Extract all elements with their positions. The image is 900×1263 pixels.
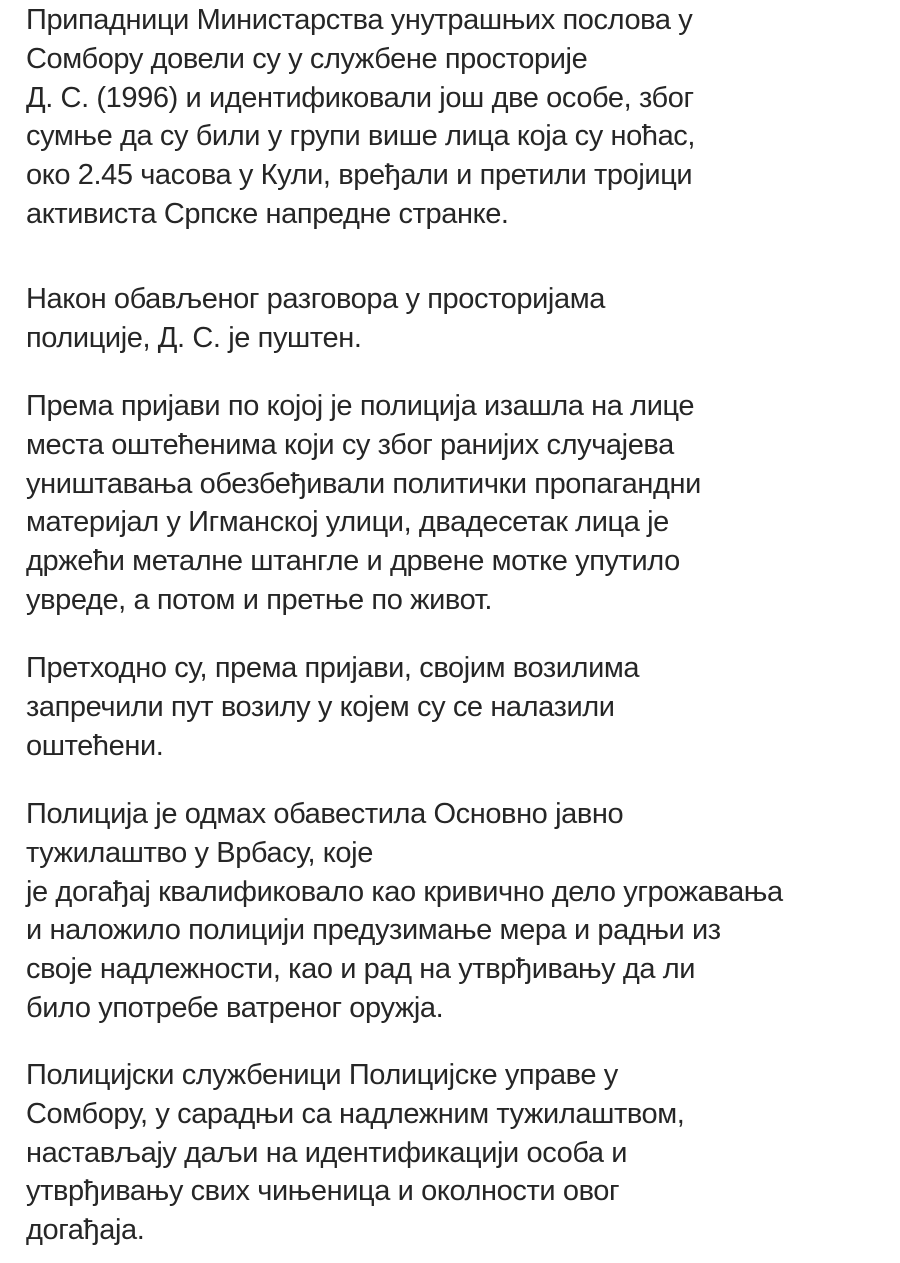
paragraph (26, 795, 900, 1028)
text-line: настављају даљи на идентификацији особа и (26, 1136, 628, 1169)
text-line: било употребе ватреног оружја. (26, 991, 444, 1024)
text-line: Полицијски службеници Полицијске управе у (26, 1059, 618, 1091)
text-line: Према пријави по којој је полиција изашла на лице (26, 390, 695, 422)
text-line: Након обављеног разговора у просторијама (26, 283, 605, 315)
paragraph (26, 1056, 900, 1250)
text-line: Д. С. (1996) и идентификовали још две особе, због (26, 81, 694, 114)
text-line: и наложило полицији предузимање мера и радњи из (26, 914, 721, 947)
text-line: запречили пут возилу у којем су се налазили (26, 690, 615, 723)
text-line: активиста Српске напредне странке. (26, 197, 509, 230)
text-line: догађаја. (26, 1214, 145, 1247)
paragraph (26, 649, 900, 765)
text-line: места оштећенима који су због ранијих случајева (26, 428, 674, 461)
paragraph (26, 387, 900, 620)
text-line: око 2.45 часова у Кули, вређали и претили тројици (26, 159, 693, 192)
text-line: Полиција је одмах обавестила Основно јавно (26, 798, 624, 830)
text-line: држећи металне штангле и дрвене мотке упутило (26, 545, 680, 578)
text-line: Сомбору, у сарадњи са надлежним тужилаштвом, (26, 1097, 685, 1130)
text-line: полиције, Д. С. је пуштен. (26, 321, 362, 354)
text-line: је догађај квалификовало као кривично дело угрожавања (26, 875, 783, 908)
text-line: тужилаштво у Врбасу, које (26, 836, 373, 869)
text-line: Сомбору довели су у службене просторије (26, 42, 588, 75)
text-line: Претходно су, према пријави, својим возилима (26, 652, 640, 684)
text-line: утврђивању свих чињеница и околности овог (26, 1175, 620, 1208)
text-line: сумње да су били у групи више лица која су ноћас, (26, 120, 696, 153)
text-line: оштећени. (26, 729, 164, 762)
text-line: уништавања обезбеђивали политички пропагандни (26, 467, 701, 500)
paragraph (26, 280, 900, 358)
text-line: материјал у Игманској улици, двадесетак лица је (26, 506, 669, 539)
text-line: увреде, а потом и претње по живот. (26, 583, 493, 616)
paragraph (26, 1, 900, 234)
text-line: Припадници Министарства унутрашњих послова у (26, 4, 693, 36)
text-line: своје надлежности, као и рад на утврђивању да ли (26, 953, 696, 986)
